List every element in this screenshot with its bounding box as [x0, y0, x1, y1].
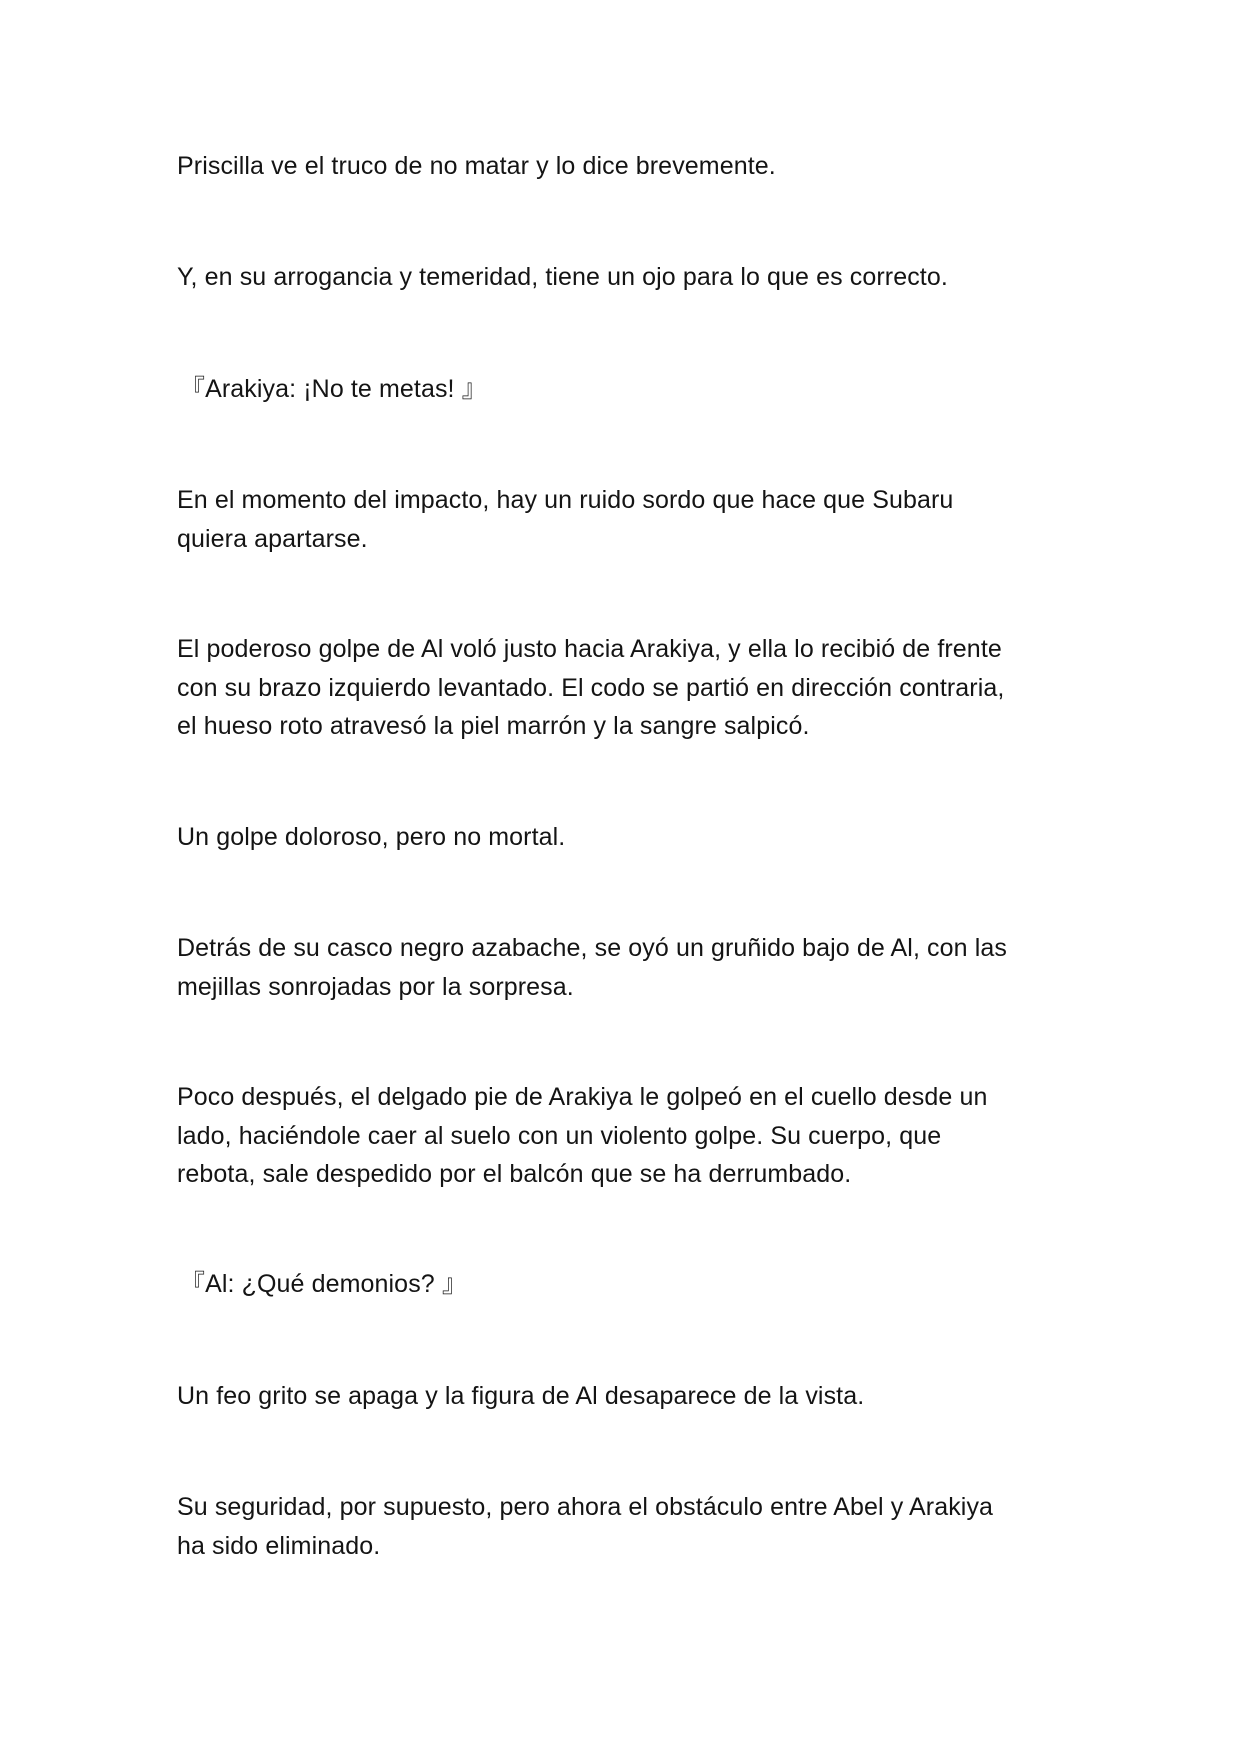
paragraph-narration: El poderoso golpe de Al voló justo hacia Arakiya, y ella lo recibió de frente con su brazo izquierdo levantado. El codo se partió en dirección contraria, el hueso roto atravesó la piel marrón y la sangre salpicó. [177, 635, 1005, 740]
paragraph-narration: En el momento del impacto, hay un ruido sordo que hace que Subaru quiera apartarse. [177, 486, 954, 553]
paragraph-narration: Un golpe doloroso, pero no mortal. [177, 823, 566, 851]
paragraph-narration: Y, en su arrogancia y temeridad, tiene un ojo para lo que es correcto. [177, 263, 948, 291]
paragraph-dialogue-arakiya: 『Arakiya: ¡No te metas! 』 [180, 375, 487, 403]
paragraph-dialogue-al: 『Al: ¿Qué demonios? 』 [180, 1270, 467, 1298]
paragraph-narration: Detrás de su casco negro azabache, se oyó un gruñido bajo de Al, con las mejillas sonrojadas por la sorpresa. [177, 934, 1007, 1001]
paragraph-narration: Un feo grito se apaga y la figura de Al desaparece de la vista. [177, 1382, 865, 1410]
paragraph-narration: Priscilla ve el truco de no matar y lo dice brevemente. [177, 152, 776, 180]
paragraph-narration: Poco después, el delgado pie de Arakiya le golpeó en el cuello desde un lado, haciéndole caer al suelo con un violento golpe. Su cuerpo, que rebota, sale despedido por el balcón que se ha derrumbado. [177, 1083, 988, 1188]
paragraph-narration: Su seguridad, por supuesto, pero ahora el obstáculo entre Abel y Arakiya ha sido eliminado. [177, 1493, 994, 1560]
